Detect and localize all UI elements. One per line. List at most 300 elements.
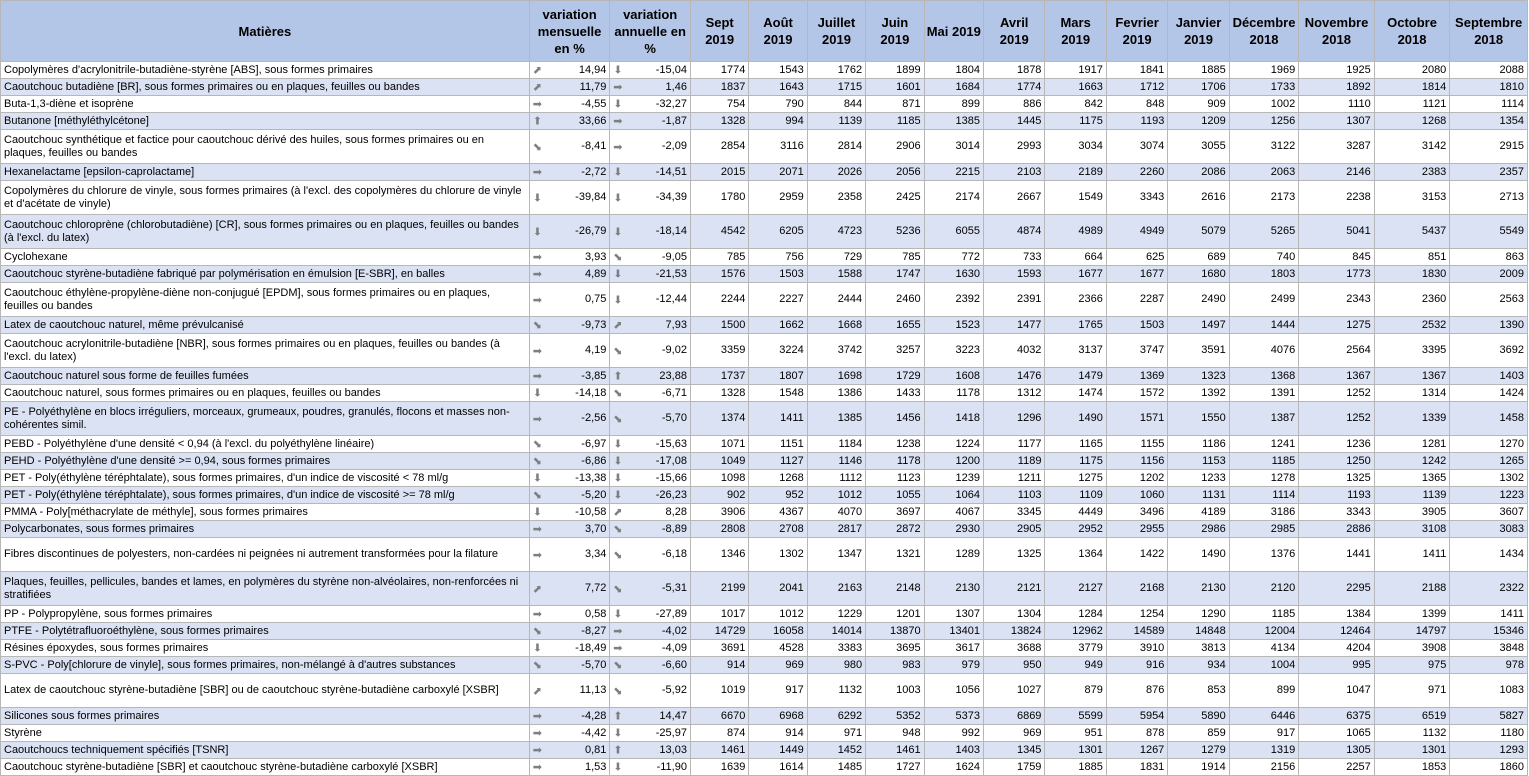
price-value: 2257 bbox=[1299, 759, 1375, 776]
price-value: 2173 bbox=[1229, 181, 1299, 215]
table-row bbox=[1, 725, 1528, 742]
price-value: 1449 bbox=[749, 742, 807, 759]
monthly-variation-value: -4,28 bbox=[581, 709, 607, 722]
table-row bbox=[1, 62, 1528, 79]
price-value: 3055 bbox=[1168, 130, 1229, 164]
price-value: 3848 bbox=[1450, 640, 1528, 657]
annual-variation-cell bbox=[610, 130, 691, 164]
price-value: 1017 bbox=[690, 606, 748, 623]
arrow-down-right-icon: ⬊ bbox=[532, 318, 542, 332]
arrow-down-icon: ⬇ bbox=[613, 191, 623, 204]
price-value: 1202 bbox=[1106, 470, 1167, 487]
price-value: 1305 bbox=[1299, 742, 1375, 759]
price-value: 2168 bbox=[1106, 572, 1167, 606]
price-value: 1765 bbox=[1045, 317, 1106, 334]
monthly-variation-value: 3,70 bbox=[584, 522, 607, 535]
monthly-variation-cell bbox=[529, 181, 610, 215]
price-value: 2322 bbox=[1450, 572, 1528, 606]
price-value: 1485 bbox=[807, 759, 865, 776]
price-value: 1624 bbox=[924, 759, 983, 776]
annual-variation-cell bbox=[610, 283, 691, 317]
monthly-variation-cell bbox=[529, 368, 610, 385]
annual-variation-value: 1,46 bbox=[665, 80, 687, 93]
material-name: Caoutchouc chloroprène (chlorobutadiène) [CR], sous formes primaires ou en plaques, feuilles ou bandes (à l'excl. du latex) bbox=[1, 215, 530, 249]
annual-variation-cell bbox=[610, 385, 691, 402]
material-name: Plaques, feuilles, pellicules, bandes et lames, en polymères du styrène non-alvéolaires, non-renforcées ni stratifiées bbox=[1, 572, 530, 606]
price-value: 1365 bbox=[1374, 470, 1450, 487]
price-value: 2383 bbox=[1374, 164, 1450, 181]
annual-variation-cell bbox=[610, 62, 691, 79]
price-value: 15346 bbox=[1450, 623, 1528, 640]
monthly-variation-value: 14,94 bbox=[578, 63, 607, 76]
arrow-up-icon: ⬆ bbox=[613, 743, 623, 757]
arrow-down-icon: ⬇ bbox=[532, 386, 542, 400]
monthly-variation-value: -5,20 bbox=[581, 488, 607, 501]
price-value: 733 bbox=[984, 249, 1045, 266]
price-value: 1193 bbox=[1106, 113, 1167, 130]
arrow-right-icon: ➡ bbox=[532, 522, 542, 536]
annual-variation-value: -15,04 bbox=[655, 63, 687, 76]
price-value: 1549 bbox=[1045, 181, 1106, 215]
price-value: 1229 bbox=[807, 606, 865, 623]
material-name: Latex de caoutchouc styrène-butadiène [SBR] ou de caoutchouc styrène-butadiène carboxylé [XSBR] bbox=[1, 674, 530, 708]
monthly-variation-cell bbox=[529, 521, 610, 538]
price-value: 879 bbox=[1045, 674, 1106, 708]
price-value: 1200 bbox=[924, 453, 983, 470]
arrow-up-right-icon: ⬈ bbox=[532, 63, 542, 77]
price-value: 5236 bbox=[866, 215, 924, 249]
price-value: 1241 bbox=[1229, 436, 1299, 453]
table-row bbox=[1, 96, 1528, 113]
price-value: 2358 bbox=[807, 181, 865, 215]
price-value: 2156 bbox=[1229, 759, 1299, 776]
price-value: 5954 bbox=[1106, 708, 1167, 725]
annual-variation-cell bbox=[610, 742, 691, 759]
price-value: 1185 bbox=[1229, 453, 1299, 470]
price-value: 1684 bbox=[924, 79, 983, 96]
arrow-up-right-icon: ⬈ bbox=[532, 80, 542, 94]
price-value: 2188 bbox=[1374, 572, 1450, 606]
arrow-down-right-icon: ⬊ bbox=[532, 454, 542, 468]
arrow-down-right-icon: ⬊ bbox=[613, 344, 623, 357]
price-value: 1325 bbox=[984, 538, 1045, 572]
price-value: 1503 bbox=[1106, 317, 1167, 334]
price-value: 785 bbox=[690, 249, 748, 266]
annual-variation-value: -11,90 bbox=[656, 760, 687, 773]
price-value: 2260 bbox=[1106, 164, 1167, 181]
table-row bbox=[1, 487, 1528, 504]
price-value: 1391 bbox=[1229, 385, 1299, 402]
price-value: 1004 bbox=[1229, 657, 1299, 674]
column-header: variation mensuelle en % bbox=[529, 1, 610, 62]
price-value: 1571 bbox=[1106, 402, 1167, 436]
price-value: 1132 bbox=[807, 674, 865, 708]
monthly-variation-value: -3,85 bbox=[581, 369, 607, 382]
column-header: Janvier 2019 bbox=[1168, 1, 1229, 62]
price-value: 1445 bbox=[984, 113, 1045, 130]
price-value: 3223 bbox=[924, 334, 983, 368]
table-row bbox=[1, 317, 1528, 334]
monthly-variation-cell bbox=[529, 113, 610, 130]
price-value: 1268 bbox=[749, 470, 807, 487]
price-value: 1238 bbox=[866, 436, 924, 453]
price-value: 1403 bbox=[1450, 368, 1528, 385]
arrow-down-icon: ⬇ bbox=[613, 267, 623, 281]
table-row bbox=[1, 657, 1528, 674]
price-value: 1056 bbox=[924, 674, 983, 708]
annual-variation-cell bbox=[610, 164, 691, 181]
price-value: 1121 bbox=[1374, 96, 1450, 113]
price-value: 1065 bbox=[1299, 725, 1375, 742]
column-header: Matières bbox=[1, 1, 530, 62]
annual-variation-value: -26,23 bbox=[655, 488, 687, 501]
material-name: Hexanelactame [epsilon-caprolactame] bbox=[1, 164, 530, 181]
price-value: 2357 bbox=[1450, 164, 1528, 181]
price-value: 899 bbox=[1229, 674, 1299, 708]
price-value: 1479 bbox=[1045, 368, 1106, 385]
price-value: 1677 bbox=[1106, 266, 1167, 283]
price-value: 1441 bbox=[1299, 538, 1375, 572]
price-value: 1265 bbox=[1450, 453, 1528, 470]
monthly-variation-cell bbox=[529, 436, 610, 453]
price-value: 2080 bbox=[1374, 62, 1450, 79]
price-value: 1729 bbox=[866, 368, 924, 385]
price-value: 914 bbox=[749, 725, 807, 742]
arrow-down-icon: ⬇ bbox=[532, 471, 542, 485]
monthly-variation-cell bbox=[529, 640, 610, 657]
price-value: 1178 bbox=[866, 453, 924, 470]
price-value: 2814 bbox=[807, 130, 865, 164]
annual-variation-value: -32,27 bbox=[655, 97, 687, 110]
price-value: 917 bbox=[1229, 725, 1299, 742]
annual-variation-value: -9,02 bbox=[661, 344, 687, 356]
price-value: 1500 bbox=[690, 317, 748, 334]
annual-variation-cell bbox=[610, 368, 691, 385]
price-value: 3813 bbox=[1168, 640, 1229, 657]
price-value: 2163 bbox=[807, 572, 865, 606]
arrow-up-right-icon: ⬈ bbox=[613, 505, 623, 519]
price-value: 1433 bbox=[866, 385, 924, 402]
price-value: 952 bbox=[749, 487, 807, 504]
annual-variation-cell bbox=[610, 215, 691, 249]
price-value: 3137 bbox=[1045, 334, 1106, 368]
annual-variation-cell bbox=[610, 606, 691, 623]
price-value: 1548 bbox=[749, 385, 807, 402]
price-value: 2425 bbox=[866, 181, 924, 215]
arrow-right-icon: ➡ bbox=[532, 165, 542, 179]
price-value: 1477 bbox=[984, 317, 1045, 334]
table-row bbox=[1, 708, 1528, 725]
price-value: 994 bbox=[749, 113, 807, 130]
annual-variation-cell bbox=[610, 181, 691, 215]
monthly-variation-cell bbox=[529, 385, 610, 402]
annual-variation-value: -5,31 bbox=[661, 582, 687, 594]
monthly-variation-cell bbox=[529, 402, 610, 436]
price-value: 6869 bbox=[984, 708, 1045, 725]
price-value: 1153 bbox=[1168, 453, 1229, 470]
price-value: 1969 bbox=[1229, 62, 1299, 79]
price-value: 871 bbox=[866, 96, 924, 113]
price-value: 5437 bbox=[1374, 215, 1450, 249]
arrow-down-right-icon: ⬊ bbox=[613, 684, 623, 697]
monthly-variation-cell bbox=[529, 453, 610, 470]
arrow-right-icon: ➡ bbox=[532, 760, 542, 774]
price-value: 1737 bbox=[690, 368, 748, 385]
price-value: 12464 bbox=[1299, 623, 1375, 640]
price-value: 4542 bbox=[690, 215, 748, 249]
price-value: 1132 bbox=[1374, 725, 1450, 742]
monthly-variation-value: 3,34 bbox=[584, 548, 607, 560]
price-value: 1411 bbox=[1450, 606, 1528, 623]
price-value: 975 bbox=[1374, 657, 1450, 674]
price-value: 1387 bbox=[1229, 402, 1299, 436]
price-value: 842 bbox=[1045, 96, 1106, 113]
price-value: 625 bbox=[1106, 249, 1167, 266]
price-value: 4070 bbox=[807, 504, 865, 521]
monthly-variation-value: 0,81 bbox=[584, 743, 607, 756]
material-name: Copolymères d'acrylonitrile-butadiène-styrène [ABS], sous formes primaires bbox=[1, 62, 530, 79]
arrow-down-icon: ⬇ bbox=[532, 191, 542, 204]
price-value: 876 bbox=[1106, 674, 1167, 708]
price-value: 2063 bbox=[1229, 164, 1299, 181]
table-row bbox=[1, 742, 1528, 759]
arrow-up-right-icon: ⬈ bbox=[613, 318, 623, 332]
price-value: 3688 bbox=[984, 640, 1045, 657]
price-value: 2189 bbox=[1045, 164, 1106, 181]
monthly-variation-value: -6,86 bbox=[581, 454, 607, 467]
price-value: 948 bbox=[866, 725, 924, 742]
price-value: 1083 bbox=[1450, 674, 1528, 708]
monthly-variation-value: 3,93 bbox=[584, 250, 607, 263]
material-name: PET - Poly(éthylène téréphtalate), sous formes primaires, d'un indice de viscosité >= 78 ml/g bbox=[1, 487, 530, 504]
price-value: 6292 bbox=[807, 708, 865, 725]
monthly-variation-cell bbox=[529, 130, 610, 164]
price-value: 4204 bbox=[1299, 640, 1375, 657]
price-value: 3153 bbox=[1374, 181, 1450, 215]
arrow-right-icon: ➡ bbox=[613, 140, 623, 153]
monthly-variation-value: -4,42 bbox=[581, 726, 607, 739]
table-row bbox=[1, 385, 1528, 402]
price-value: 1490 bbox=[1168, 538, 1229, 572]
price-value: 1175 bbox=[1045, 113, 1106, 130]
price-value: 2120 bbox=[1229, 572, 1299, 606]
price-value: 1296 bbox=[984, 402, 1045, 436]
price-value: 1860 bbox=[1450, 759, 1528, 776]
price-value: 2952 bbox=[1045, 521, 1106, 538]
price-value: 1325 bbox=[1299, 470, 1375, 487]
arrow-down-icon: ⬇ bbox=[613, 760, 623, 774]
monthly-variation-cell bbox=[529, 538, 610, 572]
price-value: 5079 bbox=[1168, 215, 1229, 249]
price-value: 1385 bbox=[924, 113, 983, 130]
price-value: 1461 bbox=[690, 742, 748, 759]
annual-variation-cell bbox=[610, 436, 691, 453]
price-value: 983 bbox=[866, 657, 924, 674]
monthly-variation-cell bbox=[529, 487, 610, 504]
price-value: 5599 bbox=[1045, 708, 1106, 725]
arrow-down-right-icon: ⬊ bbox=[613, 522, 623, 536]
monthly-variation-cell bbox=[529, 215, 610, 249]
price-value: 969 bbox=[749, 657, 807, 674]
price-value: 2616 bbox=[1168, 181, 1229, 215]
price-value: 729 bbox=[807, 249, 865, 266]
annual-variation-cell bbox=[610, 79, 691, 96]
price-value: 1543 bbox=[749, 62, 807, 79]
price-value: 1301 bbox=[1374, 742, 1450, 759]
price-value: 2905 bbox=[984, 521, 1045, 538]
price-value: 5549 bbox=[1450, 215, 1528, 249]
price-value: 1550 bbox=[1168, 402, 1229, 436]
price-value: 3395 bbox=[1374, 334, 1450, 368]
price-value: 916 bbox=[1106, 657, 1167, 674]
monthly-variation-value: 11,13 bbox=[579, 684, 607, 696]
monthly-variation-value: -2,72 bbox=[581, 165, 607, 178]
price-value: 1461 bbox=[866, 742, 924, 759]
material-name: PEBD - Polyéthylène d'une densité < 0,94 (à l'excl. du polyéthylène linéaire) bbox=[1, 436, 530, 453]
price-value: 1385 bbox=[807, 402, 865, 436]
price-value: 2174 bbox=[924, 181, 983, 215]
material-name: PTFE - Polytétrafluoroéthylène, sous formes primaires bbox=[1, 623, 530, 640]
price-value: 1275 bbox=[1299, 317, 1375, 334]
annual-variation-value: 14,47 bbox=[659, 709, 687, 722]
annual-variation-cell bbox=[610, 249, 691, 266]
monthly-variation-cell bbox=[529, 623, 610, 640]
price-value: 1376 bbox=[1229, 538, 1299, 572]
price-value: 878 bbox=[1106, 725, 1167, 742]
price-value: 12962 bbox=[1045, 623, 1106, 640]
price-value: 4367 bbox=[749, 504, 807, 521]
material-name: PET - Poly(éthylène téréphtalate), sous formes primaires, d'un indice de viscosité < 78 ml/g bbox=[1, 470, 530, 487]
price-value: 1151 bbox=[749, 436, 807, 453]
price-value: 2130 bbox=[924, 572, 983, 606]
price-value: 1814 bbox=[1374, 79, 1450, 96]
price-value: 845 bbox=[1299, 249, 1375, 266]
price-value: 1434 bbox=[1450, 538, 1528, 572]
arrow-right-icon: ➡ bbox=[532, 344, 542, 357]
price-value: 1411 bbox=[1374, 538, 1450, 572]
monthly-variation-cell bbox=[529, 759, 610, 776]
price-value: 4032 bbox=[984, 334, 1045, 368]
table-row bbox=[1, 504, 1528, 521]
price-value: 1047 bbox=[1299, 674, 1375, 708]
annual-variation-cell bbox=[610, 113, 691, 130]
price-value: 1278 bbox=[1229, 470, 1299, 487]
price-value: 3074 bbox=[1106, 130, 1167, 164]
annual-variation-value: 8,28 bbox=[665, 505, 687, 518]
price-value: 1411 bbox=[749, 402, 807, 436]
monthly-variation-value: -4,55 bbox=[581, 97, 607, 110]
price-value: 2906 bbox=[866, 130, 924, 164]
annual-variation-cell bbox=[610, 521, 691, 538]
price-value: 1184 bbox=[807, 436, 865, 453]
price-value: 2959 bbox=[749, 181, 807, 215]
annual-variation-value: -6,71 bbox=[661, 386, 687, 399]
monthly-variation-value: 0,58 bbox=[584, 607, 607, 620]
monthly-variation-cell bbox=[529, 96, 610, 113]
arrow-down-right-icon: ⬊ bbox=[613, 548, 623, 561]
material-name: Fibres discontinues de polyesters, non-cardées ni peignées ni autrement transformées pour la filature bbox=[1, 538, 530, 572]
material-name: PE - Polyéthylène en blocs irréguliers, morceaux, grumeaux, poudres, granulés, flocons et masses non-cohérentes simil. bbox=[1, 402, 530, 436]
price-value: 3496 bbox=[1106, 504, 1167, 521]
price-value: 12004 bbox=[1229, 623, 1299, 640]
price-value: 2667 bbox=[984, 181, 1045, 215]
price-value: 6968 bbox=[749, 708, 807, 725]
price-value: 740 bbox=[1229, 249, 1299, 266]
price-value: 1284 bbox=[1045, 606, 1106, 623]
price-value: 1572 bbox=[1106, 385, 1167, 402]
price-value: 2287 bbox=[1106, 283, 1167, 317]
annual-variation-cell bbox=[610, 708, 691, 725]
annual-variation-value: -25,97 bbox=[655, 726, 687, 739]
price-value: 1476 bbox=[984, 368, 1045, 385]
material-name: Caoutchouc éthylène-propylène-diène non-conjugué [EPDM], sous formes primaires ou en plaques, feuilles ou bandes bbox=[1, 283, 530, 317]
price-value: 1608 bbox=[924, 368, 983, 385]
arrow-down-right-icon: ⬊ bbox=[532, 488, 542, 502]
price-value: 1630 bbox=[924, 266, 983, 283]
price-value: 3695 bbox=[866, 640, 924, 657]
arrow-down-icon: ⬇ bbox=[613, 437, 623, 451]
price-value: 1917 bbox=[1045, 62, 1106, 79]
price-value: 2121 bbox=[984, 572, 1045, 606]
table-row bbox=[1, 130, 1528, 164]
price-value: 1289 bbox=[924, 538, 983, 572]
monthly-variation-value: 0,75 bbox=[584, 293, 607, 305]
price-value: 1830 bbox=[1374, 266, 1450, 283]
price-value: 2015 bbox=[690, 164, 748, 181]
price-value: 1807 bbox=[749, 368, 807, 385]
table-row bbox=[1, 215, 1528, 249]
price-value: 1456 bbox=[866, 402, 924, 436]
table-row bbox=[1, 249, 1528, 266]
material-name: Caoutchouc styrène-butadiène fabriqué par polymérisation en émulsion [E-SBR], en balles bbox=[1, 266, 530, 283]
arrow-down-right-icon: ⬊ bbox=[613, 250, 623, 264]
monthly-variation-value: 7,72 bbox=[584, 582, 607, 594]
annual-variation-value: -14,51 bbox=[655, 165, 687, 178]
annual-variation-cell bbox=[610, 504, 691, 521]
price-value: 772 bbox=[924, 249, 983, 266]
arrow-right-icon: ➡ bbox=[532, 726, 542, 740]
arrow-down-icon: ⬇ bbox=[613, 97, 623, 111]
price-value: 3908 bbox=[1374, 640, 1450, 657]
price-value: 4134 bbox=[1229, 640, 1299, 657]
price-value: 1165 bbox=[1045, 436, 1106, 453]
price-value: 1698 bbox=[807, 368, 865, 385]
price-value: 2130 bbox=[1168, 572, 1229, 606]
price-value: 13401 bbox=[924, 623, 983, 640]
annual-variation-value: -34,39 bbox=[655, 191, 687, 203]
price-value: 1810 bbox=[1450, 79, 1528, 96]
price-value: 2563 bbox=[1450, 283, 1528, 317]
material-name: Silicones sous formes primaires bbox=[1, 708, 530, 725]
monthly-variation-value: -26,79 bbox=[575, 225, 607, 237]
material-name: Copolymères du chlorure de vinyle, sous formes primaires (à l'excl. des copolymères du chlorure de vinyle et d'acétate de vinyle) bbox=[1, 181, 530, 215]
price-value: 1885 bbox=[1168, 62, 1229, 79]
price-value: 2366 bbox=[1045, 283, 1106, 317]
arrow-down-icon: ⬇ bbox=[532, 641, 542, 655]
price-value: 3906 bbox=[690, 504, 748, 521]
price-value: 3083 bbox=[1450, 521, 1528, 538]
arrow-right-icon: ➡ bbox=[532, 250, 542, 264]
monthly-variation-value: -2,56 bbox=[581, 412, 607, 424]
price-value: 2499 bbox=[1229, 283, 1299, 317]
price-value: 1209 bbox=[1168, 113, 1229, 130]
price-value: 1837 bbox=[690, 79, 748, 96]
price-value: 1831 bbox=[1106, 759, 1167, 776]
price-value: 1270 bbox=[1450, 436, 1528, 453]
price-value: 1185 bbox=[1229, 606, 1299, 623]
price-value: 1914 bbox=[1168, 759, 1229, 776]
annual-variation-value: -17,08 bbox=[655, 454, 687, 467]
